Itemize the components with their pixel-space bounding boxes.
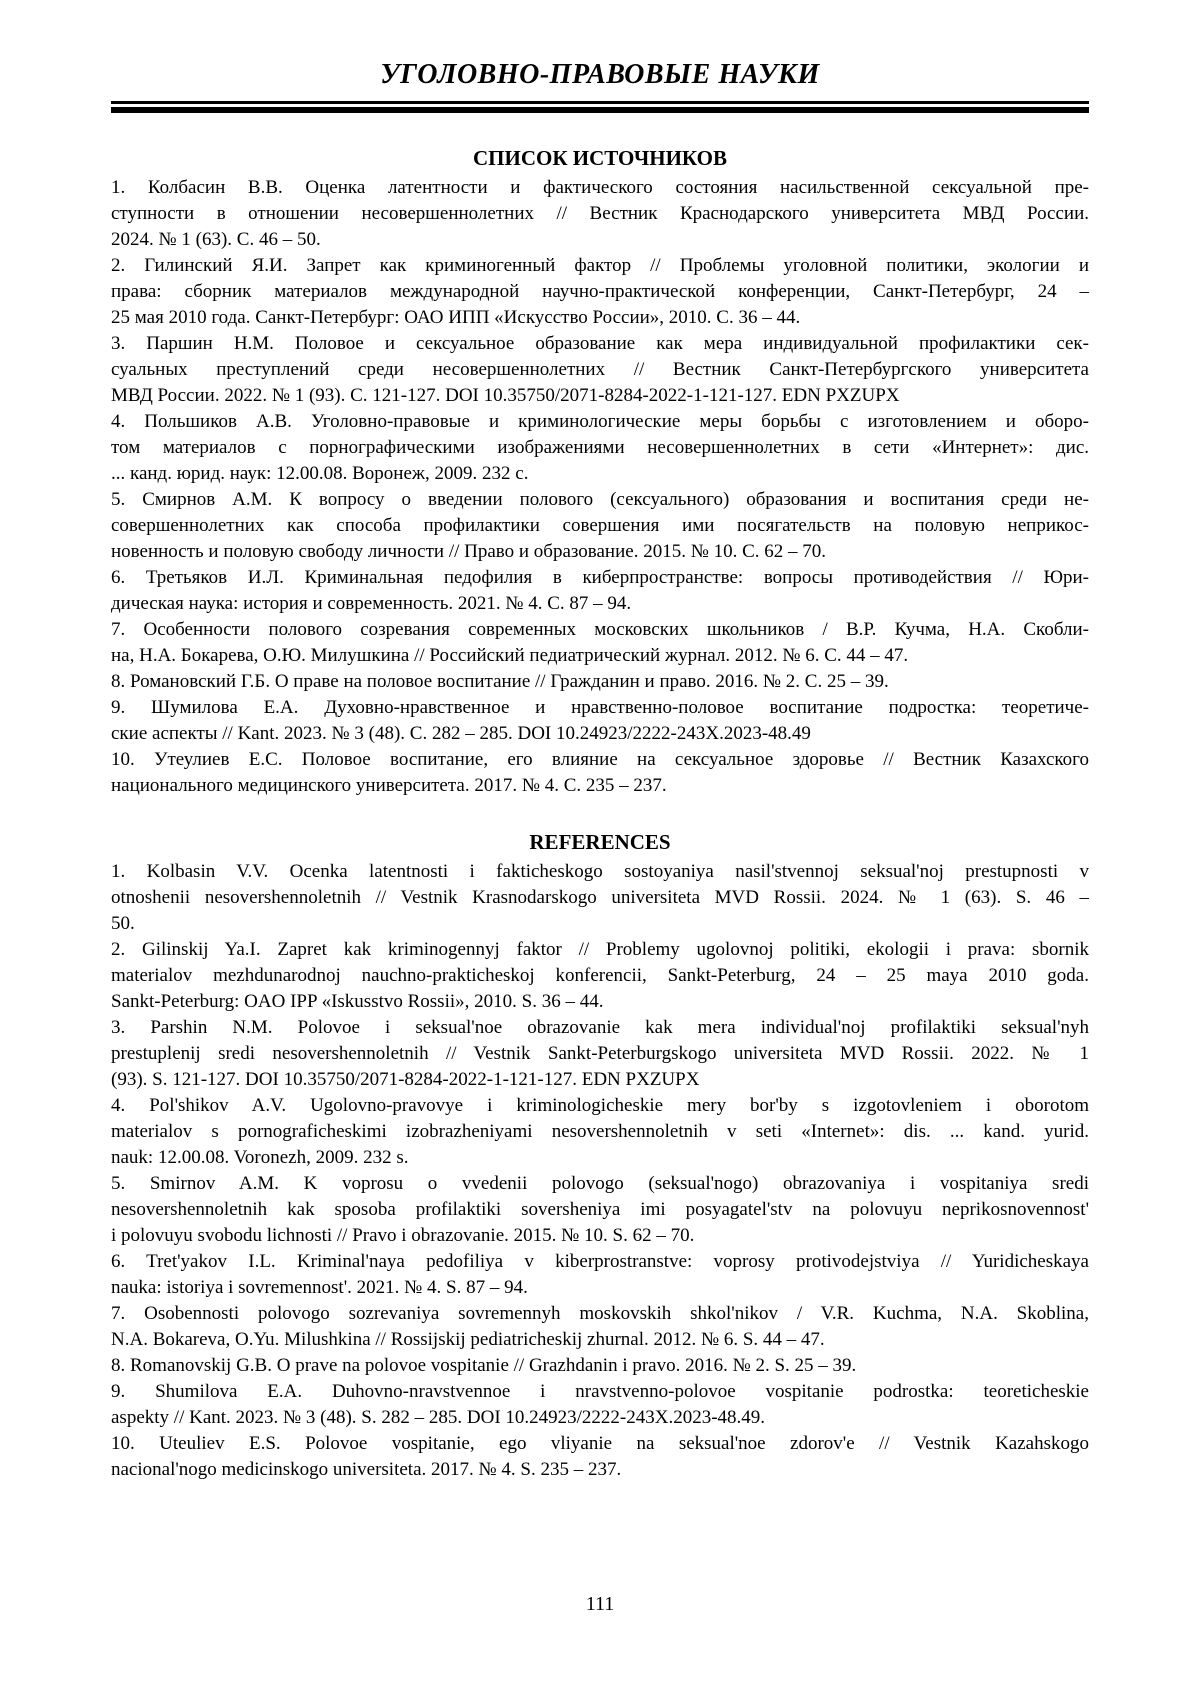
reference-line: 2. Gilinskij Ya.I. Zapret kak kriminogennyj faktor // Problemy ugolovnoj politiki, ekologii i prava: sbornik [111, 938, 1089, 960]
references-list [111, 859, 1089, 1483]
reference-line: том материалов с порнографическими изображениями несовершеннолетних в сети «Интернет»: дис. [111, 436, 1089, 458]
reference-line: 2024. № 1 (63). С. 46 – 50. [111, 228, 321, 250]
reference-item [111, 1015, 1089, 1093]
sources-list [111, 175, 1089, 799]
reference-line: 2. Гилинский Я.И. Запрет как криминогенный фактор // Проблемы уголовной политики, экологии и [111, 254, 1089, 276]
reference-item [111, 1249, 1089, 1301]
reference-line: otnoshenii nesovershennoletnih // Vestnik Krasnodarskogo universiteta MVD Rossii. 2024. № 1 (63). S. 46 – [111, 886, 1089, 908]
reference-line: 8. Romanovskij G.B. O prave na polovoe vospitanie // Grazhdanin i pravo. 2016. № 2. S. 25 – 39. [111, 1354, 857, 1376]
reference-item [111, 747, 1089, 799]
divider-thick-line [111, 107, 1089, 113]
header-divider [111, 101, 1089, 113]
reference-line: materialov mezhdunarodnoj nauchno-prakticheskoj konferencii, Sankt-Peterburg, 24 – 25 maya 2010 goda. [111, 964, 1089, 986]
reference-item [111, 617, 1089, 669]
reference-line: prestuplenij sredi nesovershennoletnih // Vestnik Sankt-Peterburgskogo universiteta MVD Rossii. 2022. № 1 [111, 1042, 1089, 1064]
reference-line: права: сборник материалов международной научно-практической конференции, Санкт-Петербург, 24 – [111, 280, 1089, 302]
reference-line: nacional'nogo medicinskogo universiteta. 2017. № 4. S. 235 – 237. [111, 1458, 622, 1480]
reference-line: nauka: istoriya i sovremennost'. 2021. № 4. S. 87 – 94. [111, 1276, 528, 1298]
reference-item [111, 669, 1089, 695]
reference-line: (93). S. 121-127. DOI 10.35750/2071-8284-2022-1-121-127. EDN PXZUPX [111, 1068, 700, 1090]
reference-item [111, 1431, 1089, 1483]
reference-item [111, 1301, 1089, 1353]
reference-line: Sankt-Peterburg: OAO IPP «Iskusstvo Rossii», 2010. S. 36 – 44. [111, 990, 604, 1012]
reference-line: национального медицинского университета. 2017. № 4. С. 235 – 237. [111, 774, 667, 796]
reference-item [111, 1353, 1089, 1379]
reference-item [111, 487, 1089, 565]
reference-item [111, 565, 1089, 617]
reference-line: суальных преступлений среди несовершеннолетних // Вестник Санкт-Петербургского университета [111, 358, 1089, 380]
journal-section-title: УГОЛОВНО-ПРАВОВЫЕ НАУКИ [380, 59, 820, 90]
reference-line: новенность и половую свободу личности // Право и образование. 2015. № 10. С. 62 – 70. [111, 540, 827, 562]
reference-line: ступности в отношении несовершеннолетних // Вестник Краснодарского университета МВД России. [111, 202, 1089, 224]
reference-line: 1. Kolbasin V.V. Ocenka latentnosti i fakticheskogo sostoyaniya nasil'stvennoj seksual'noj prestupnosti v [111, 860, 1089, 882]
reference-line: ... канд. юрид. наук: 12.00.08. Воронеж, 2009. 232 с. [111, 462, 529, 484]
reference-line: совершеннолетних как способа профилактики совершения ими посягательств на половую неприкос- [111, 514, 1089, 536]
sources-heading: СПИСОК ИСТОЧНИКОВ [473, 145, 727, 170]
reference-line: nauk: 12.00.08. Voronezh, 2009. 232 s. [111, 1146, 409, 1168]
page-header [0, 0, 1200, 113]
reference-line: 5. Смирнов А.М. К вопросу о введении полового (сексуального) образования и воспитания среди не- [111, 488, 1089, 510]
reference-item [111, 937, 1089, 1015]
page-number: 111 [585, 1593, 615, 1615]
reference-item [111, 1171, 1089, 1249]
reference-line: ские аспекты // Kant. 2023. № 3 (48). С. 282 – 285. DOI 10.24923/2222-243X.2023-48.49 [111, 722, 811, 744]
reference-line: 1. Колбасин В.В. Оценка латентности и фактического состояния насильственной сексуальной пре- [111, 176, 1089, 198]
reference-line: МВД России. 2022. № 1 (93). С. 121-127. DOI 10.35750/2071-8284-2022-1-121-127. EDN PXZUPX [111, 384, 900, 406]
reference-line: 3. Parshin N.M. Polovoe i seksual'noe obrazovanie kak mera individual'noj profilaktiki seksual'nyh [111, 1016, 1089, 1038]
reference-line: 6. Третьяков И.Л. Криминальная педофилия в киберпространстве: вопросы противодействия // Юри- [111, 566, 1089, 588]
reference-line: дическая наука: история и современность. 2021. № 4. С. 87 – 94. [111, 592, 632, 614]
reference-line: на, Н.А. Бокарева, О.Ю. Милушкина // Российский педиатрический журнал. 2012. № 6. С. 44 – 47. [111, 644, 909, 666]
reference-line: 6. Tret'yakov I.L. Kriminal'naya pedofiliya v kiberprostranstve: voprosy protivodejstviya // Yuridicheskaya [111, 1250, 1089, 1272]
reference-line: nesovershennoletnih kak sposoba profilaktiki soversheniya imi posyagatel'stv na polovuyu neprikosnovennost' [111, 1198, 1089, 1220]
reference-item [111, 409, 1089, 487]
reference-item [111, 175, 1089, 253]
reference-line: 8. Романовский Г.Б. О праве на половое воспитание // Гражданин и право. 2016. № 2. С. 25 – 39. [111, 670, 889, 692]
reference-line: 50. [111, 912, 135, 934]
references-heading: REFERENCES [529, 829, 671, 854]
reference-line: N.A. Bokareva, O.Yu. Milushkina // Rossijskij pediatricheskij zhurnal. 2012. № 6. S. 44 – 47. [111, 1328, 825, 1350]
reference-line: aspekty // Kant. 2023. № 3 (48). S. 282 – 285. DOI 10.24923/2222-243X.2023-48.49. [111, 1406, 766, 1428]
reference-line: 9. Шумилова Е.А. Духовно-нравственное и нравственно-половое воспитание подростка: теоретиче- [111, 696, 1089, 718]
reference-line: 7. Osobennosti polovogo sozrevaniya sovremennyh moskovskih shkol'nikov / V.R. Kuchma, N.A. Skoblina, [111, 1302, 1089, 1324]
reference-line: 4. Pol'shikov A.V. Ugolovno-pravovye i kriminologicheskie mery bor'by s izgotovleniem i oborotom [111, 1094, 1089, 1116]
reference-line: 7. Особенности полового созревания современных московских школьников / В.Р. Кучма, Н.А. Скобли- [111, 618, 1089, 640]
reference-line: 5. Smirnov A.M. K voprosu o vvedenii polovogo (seksual'nogo) obrazovaniya i vospitaniya sredi [111, 1172, 1089, 1194]
reference-line: 3. Паршин Н.М. Половое и сексуальное образование как мера индивидуальной профилактики сек- [111, 332, 1089, 354]
reference-line: 10. Утеулиев Е.С. Половое воспитание, его влияние на сексуальное здоровье // Вестник Казахского [111, 748, 1089, 770]
reference-line: 4. Польшиков А.В. Уголовно-правовые и криминологические меры борьбы с изготовлением и оборо- [111, 410, 1089, 432]
reference-line: 25 мая 2010 года. Санкт-Петербург: ОАО ИПП «Искусство России», 2010. С. 36 – 44. [111, 306, 801, 328]
reference-item [111, 1379, 1089, 1431]
reference-item [111, 253, 1089, 331]
reference-item [111, 1093, 1089, 1171]
reference-item [111, 695, 1089, 747]
reference-item [111, 859, 1089, 937]
reference-item [111, 331, 1089, 409]
reference-line: materialov s pornograficheskimi izobrazheniyami nesovershennoletnih v seti «Internet»: dis. ... kand. yurid. [111, 1120, 1089, 1142]
reference-line: 10. Uteuliev E.S. Polovoe vospitanie, ego vliyanie na seksual'noe zdorov'e // Vestnik Kazahskogo [111, 1432, 1089, 1454]
reference-line: i polovuyu svobodu lichnosti // Pravo i obrazovanie. 2015. № 10. S. 62 – 70. [111, 1224, 695, 1246]
reference-line: 9. Shumilova E.A. Duhovno-nravstvennoe i nravstvenno-polovoe vospitanie podrostka: teoreticheskie [111, 1380, 1089, 1402]
